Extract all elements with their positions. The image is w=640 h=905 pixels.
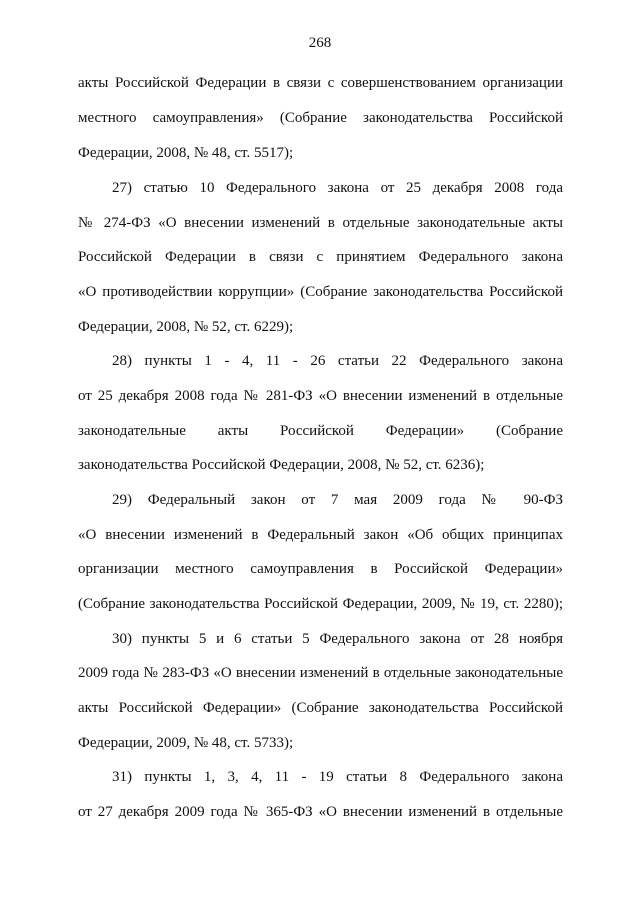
text-line: Федерации, 2008, № 48, ст. 5517); [78,145,294,161]
text-line: 29) Федеральный закон от 7 мая 2009 года № 90-ФЗ [112,492,563,508]
text-line: «О внесении изменений в Федеральный закон «Об общих принципах [78,527,563,543]
text-line: 27) статью 10 Федерального закона от 25 декабря 2008 года [112,180,563,196]
text-line: № 274-ФЗ «О внесении изменений в отдельные законодательные акты [78,215,563,231]
text-line: законодательства Российской Федерации, 2008, № 52, ст. 6236); [78,457,485,473]
text-line: от 25 декабря 2008 года № 281-ФЗ «О внесении изменений в отдельные [78,388,563,404]
text-line: акты Российской Федерации» (Собрание законодательства Российской [78,700,563,716]
text-line: местного самоуправления» (Собрание законодательства Российской [78,110,563,126]
text-line: акты Российской Федерации в связи с совершенствованием организации [78,75,563,91]
text-line: (Собрание законодательства Российской Федерации, 2009, № 19, ст. 2280); [78,596,563,612]
text-line: Федерации, 2008, № 52, ст. 6229); [78,319,294,335]
text-line: 30) пункты 5 и 6 статьи 5 Федерального закона от 28 ноября [112,631,563,647]
text-line: организации местного самоуправления в Российской Федерации» [78,561,563,577]
page-number: 268 [308,35,332,51]
text-line: законодательные акты Российской Федерации» (Собрание [78,423,563,439]
text-line: Федерации, 2009, № 48, ст. 5733); [78,735,294,751]
text-line: «О противодействии коррупции» (Собрание законодательства Российской [78,284,563,300]
text-line: 28) пункты 1 - 4, 11 - 26 статьи 22 Федерального закона [112,353,563,369]
text-line: от 27 декабря 2009 года № 365-ФЗ «О внесении изменений в отдельные [78,804,563,820]
text-line: Российской Федерации в связи с принятием Федерального закона [78,249,563,265]
text-line: 31) пункты 1, 3, 4, 11 - 19 статьи 8 Федерального закона [112,769,563,785]
text-line: 2009 года № 283-ФЗ «О внесении изменений в отдельные законодательные [78,665,563,681]
